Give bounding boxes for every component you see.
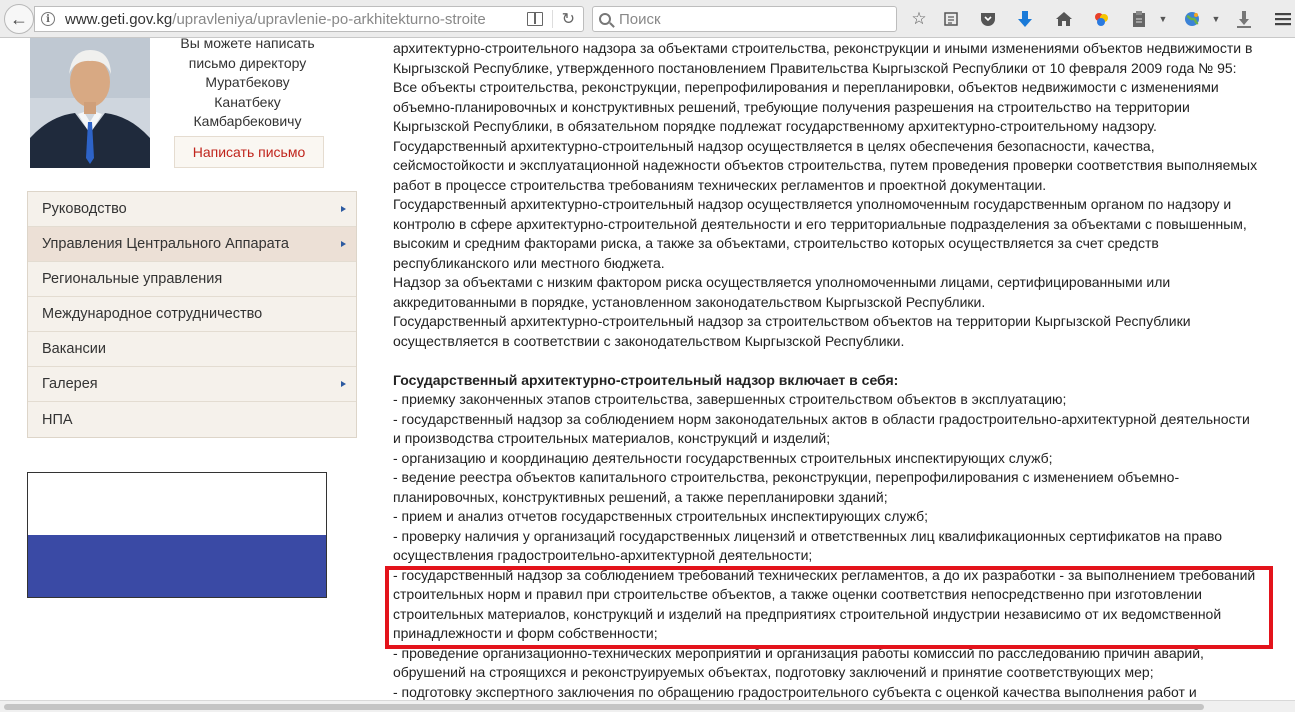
- globe-menu-chevron-icon[interactable]: ▼: [1211, 14, 1221, 24]
- submenu-arrow-icon: [341, 381, 346, 387]
- text-line: архитектурно-строительного надзора за объектами строительства, реконструкции и иными изменениями объектов недвижимости в: [393, 40, 1253, 56]
- sidebar-item-central-departments[interactable]: [28, 227, 356, 262]
- list-line: осуществления градостроительно-архитектурной деятельности;: [393, 547, 813, 563]
- text-line: Государственный архитектурно-строительный надзор за строительством объектов на территории Кыргызской Республики: [393, 313, 1191, 329]
- url-host: www.geti.gov.kg: [65, 10, 173, 28]
- text-line: Государственный архитектурно-строительный надзор осуществляется в целях обеспечения безопасности, качества,: [393, 137, 1155, 154]
- sidebar-item-label: Региональные управления: [42, 271, 223, 287]
- list-line: - проведение организационно-технических мероприятий и организация работы комиссий по расследованию причин аварий,: [393, 644, 1204, 661]
- director-text-line: Канатбеку: [214, 93, 281, 110]
- text-line: Кыргызской Республике, утвержденного постановлением Правительства Кыргызской Республики от 10 февраля 2009 года № 95:: [393, 59, 1237, 76]
- director-text-line: Камбарбековичу: [193, 113, 302, 130]
- flag-blue-stripe: [28, 535, 326, 597]
- bookmark-star-icon[interactable]: ☆: [911, 9, 927, 28]
- sidebar-item-label: Галерея: [42, 376, 98, 392]
- flag-white-stripe: [28, 473, 326, 535]
- sidebar-item-label: Международное сотрудничество: [42, 306, 263, 322]
- hamburger-menu-icon[interactable]: [1272, 8, 1294, 30]
- sidebar-item-label: Руководство: [42, 201, 127, 217]
- extension-globe-icon[interactable]: [1181, 8, 1203, 30]
- highlighted-line: принадлежности и форм собственности;: [393, 625, 658, 641]
- sidebar-item-international[interactable]: [28, 297, 356, 332]
- reload-icon[interactable]: ↻: [561, 11, 575, 28]
- extension-icon[interactable]: [1090, 8, 1112, 30]
- clipboard-menu-chevron-icon[interactable]: ▼: [1158, 14, 1168, 24]
- director-text-line: Муратбекову: [205, 74, 290, 91]
- download-arrow-icon[interactable]: [1014, 8, 1036, 30]
- list-line: - ведение реестра объектов капитального строительства, реконструкции, перепрофилирования с изменением объемно-: [393, 469, 1180, 485]
- sidebar-item-leadership[interactable]: [28, 192, 356, 227]
- text-line: контролю в сфере архитектурно-строительной деятельности и его территориальные подразделения за объектами с повышенным,: [393, 215, 1247, 232]
- highlighted-line: строительных материалов, конструкций и изделий на предприятиях строительной индустрии независимо от их ведомственной: [393, 605, 1222, 622]
- url-separator: [552, 10, 553, 28]
- director-portrait: [30, 38, 150, 168]
- write-letter-button[interactable]: Написать письмо: [174, 136, 324, 168]
- list-line: - приемку законченных этапов строительства, завершенных строительством объектов в эксплуатацию;: [393, 391, 1067, 407]
- flag-banner[interactable]: [27, 472, 327, 598]
- url-bar[interactable]: [34, 6, 584, 32]
- submenu-arrow-icon: [341, 206, 346, 212]
- home-icon[interactable]: [1053, 8, 1075, 30]
- sidebar-item-gallery[interactable]: [28, 367, 356, 402]
- text-line: сейсмостойкости и эксплуатационной надежности объектов строительства, путем проведения проверки соответствия выполняемых: [393, 157, 1258, 173]
- sidebar-item-label: НПА: [42, 411, 73, 428]
- search-bar[interactable]: [592, 6, 897, 32]
- search-icon: [599, 13, 611, 25]
- browser-toolbar: [0, 0, 1295, 38]
- horizontal-scrollbar[interactable]: [0, 700, 1295, 712]
- highlighted-line: строительных норм и правил при строительстве объектов, а также оценки соответствия непосредственно при изготовлении: [393, 586, 1202, 602]
- text-line: Все объекты строительства, реконструкции, перепрофилирования и перепланировки, объектов недвижимости с изменениями: [393, 79, 1219, 95]
- text-line: аккредитованными в порядке, установленном законодательством Кыргызской Республики.: [393, 293, 986, 310]
- info-icon[interactable]: i: [41, 12, 55, 26]
- clipboard-icon[interactable]: [1128, 8, 1150, 30]
- scrollbar-thumb[interactable]: [4, 704, 1204, 710]
- list-line: обрушений на строящихся и реконструируемых объектах, подготовку заключений и принятие соответствующих мер;: [393, 664, 1154, 680]
- reading-list-icon[interactable]: [940, 8, 962, 30]
- sidebar-item-vacancies[interactable]: [28, 332, 356, 367]
- text-line: Надзор за объектами с низким фактором риска осуществляется уполномоченными лицами, сертифицированными или: [393, 274, 1171, 290]
- list-line: - прием и анализ отчетов государственных строительных инспектирующих служб;: [393, 508, 929, 524]
- search-placeholder: Поиск: [619, 10, 661, 28]
- list-line: - подготовку экспертного заключения по обращению градостроительного субъекта с оценкой качества выполнения работ и: [393, 683, 1197, 700]
- director-contact-text: [165, 34, 330, 132]
- text-line: работ в процессе строительства требованиям технических регламентов и проектной документации.: [393, 176, 1047, 193]
- reader-view-icon[interactable]: [527, 12, 543, 26]
- submenu-arrow-icon: [341, 241, 346, 247]
- highlighted-line: - государственный надзор за соблюдением требований технических регламентов, а до их разработки - за выполнением требований: [393, 566, 1256, 583]
- sidebar-item-npa[interactable]: [28, 402, 356, 437]
- list-line: планировочных, конструктивных решений, а также перепланировки зданий;: [393, 488, 888, 505]
- section-heading: Государственный архитектурно-строительный надзор включает в себя:: [393, 371, 899, 388]
- sidebar-menu: [27, 191, 357, 438]
- list-line: - организацию и координацию деятельности государственных строительных инспектирующих служб;: [393, 449, 1053, 466]
- pocket-icon[interactable]: [977, 8, 999, 30]
- downloads-icon[interactable]: [1233, 8, 1255, 30]
- text-line: республиканского или местного бюджета.: [393, 254, 665, 271]
- list-line: и производства строительных материалов, конструкций и изделий;: [393, 430, 831, 446]
- list-line: - государственный надзор за соблюдением норм законодательных актов в области градостроительно-архитектурной деятельности: [393, 410, 1250, 427]
- list-line: - проверку наличия у организаций государственных лицензий и ответственных лиц квалификационных сертификатов на право: [393, 527, 1223, 544]
- url-text[interactable]: [65, 11, 505, 28]
- sidebar-item-label: Управления Центрального Аппарата: [42, 236, 289, 252]
- director-text-line: Вы можете написать: [180, 35, 315, 51]
- paragraph-gap: [393, 351, 1273, 371]
- back-icon[interactable]: ←: [4, 4, 34, 34]
- text-line: Кыргызской Республики, в обязательном порядке подлежат государственному архитектурно-строительному надзору.: [393, 118, 1157, 134]
- sidebar-item-regional-departments[interactable]: [28, 262, 356, 297]
- text-line: высоким и средним факторами риска, а также за объектами, строительство которых осуществляется за счет средств: [393, 235, 1159, 251]
- text-line: Государственный архитектурно-строительный надзор осуществляется уполномоченным государственным органом по надзору и: [393, 196, 1232, 212]
- article-content: [393, 39, 1273, 702]
- director-text-line: письмо директору: [188, 54, 307, 71]
- url-path: /upravleniya/upravlenie-po-arkhitekturno-stroite: [172, 10, 486, 28]
- text-line: осуществляется в соответствии с законодательством Кыргызской Республики.: [393, 332, 905, 349]
- text-line: объемно-планировочных и конструктивных решений, требующие получения разрешения на строительство на территории: [393, 98, 1190, 115]
- sidebar-item-label: Вакансии: [42, 341, 106, 357]
